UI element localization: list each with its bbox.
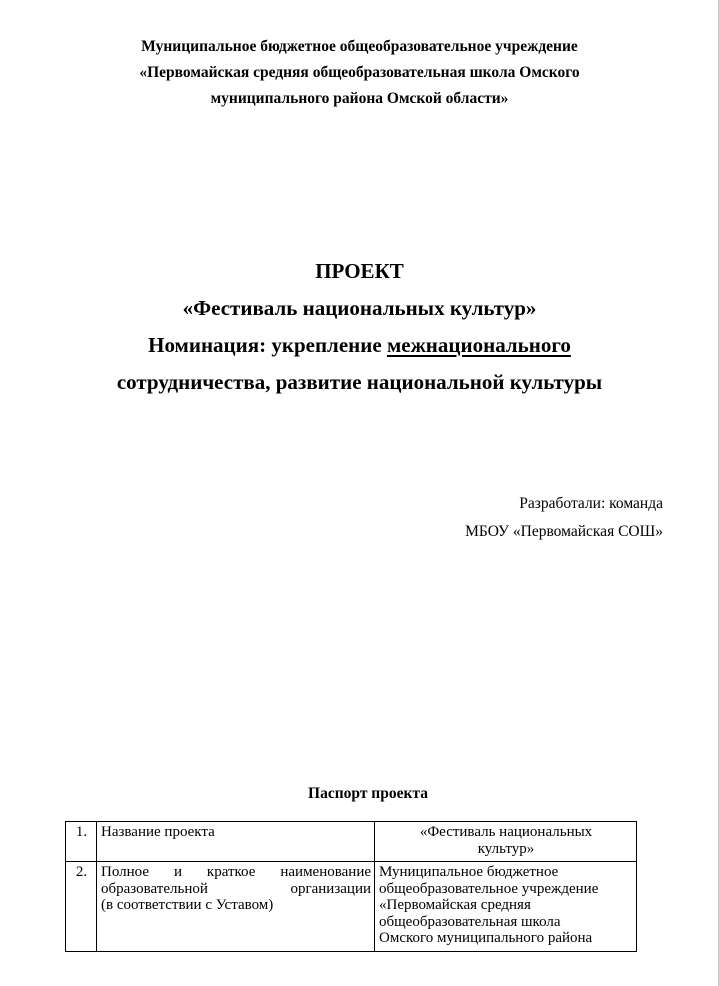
row-value [375, 822, 637, 862]
authors-line-1: Разработали: команда [519, 495, 663, 512]
header-line-2: «Первомайская средняя общеобразовательная школа Омского [139, 64, 580, 81]
institution-header [0, 34, 719, 112]
table-row [66, 862, 637, 952]
row-value-line: «Фестиваль национальных [419, 824, 593, 840]
nomination-line [0, 327, 719, 364]
row-name-line: (в соответствии с Уставом) [101, 897, 274, 913]
row-name-line: образовательной организации [101, 880, 371, 897]
project-title-block [0, 253, 719, 401]
row-value-line: общеобразовательное учреждение [379, 880, 599, 897]
project-name: «Фестиваль национальных культур» [182, 296, 537, 320]
header-line-3: муниципального района Омской области» [210, 90, 509, 107]
row-value-line: Омского муниципального района [379, 930, 593, 946]
passport-table [65, 821, 637, 952]
row-value-line: общеобразовательная школа [379, 913, 561, 930]
row-name: Название проекта [97, 822, 375, 862]
nomination-underlined-word: межнационального [386, 333, 571, 357]
row-value-line: «Первомайская средняя [379, 897, 531, 913]
nomination-line-2: сотрудничества, развитие национальной культуры [116, 370, 603, 394]
row-number: 2. [66, 862, 97, 952]
row-value [375, 862, 637, 952]
row-number: 1. [66, 822, 97, 862]
row-name-line: Полное и краткое наименование [101, 864, 371, 880]
authors-line-2: МБОУ «Первомайская СОШ» [465, 523, 663, 540]
row-name [97, 862, 375, 952]
project-label: ПРОЕКТ [315, 259, 404, 283]
header-line-1: Муниципальное бюджетное общеобразовательное учреждение [141, 38, 578, 55]
passport-title: Паспорт проекта [308, 785, 428, 802]
table-row [66, 822, 637, 862]
authors-block [465, 490, 663, 546]
row-value-line: Муниципальное бюджетное [379, 864, 559, 880]
nomination-prefix: Номинация: укрепление [148, 333, 387, 357]
row-value-line: культур» [477, 840, 535, 857]
